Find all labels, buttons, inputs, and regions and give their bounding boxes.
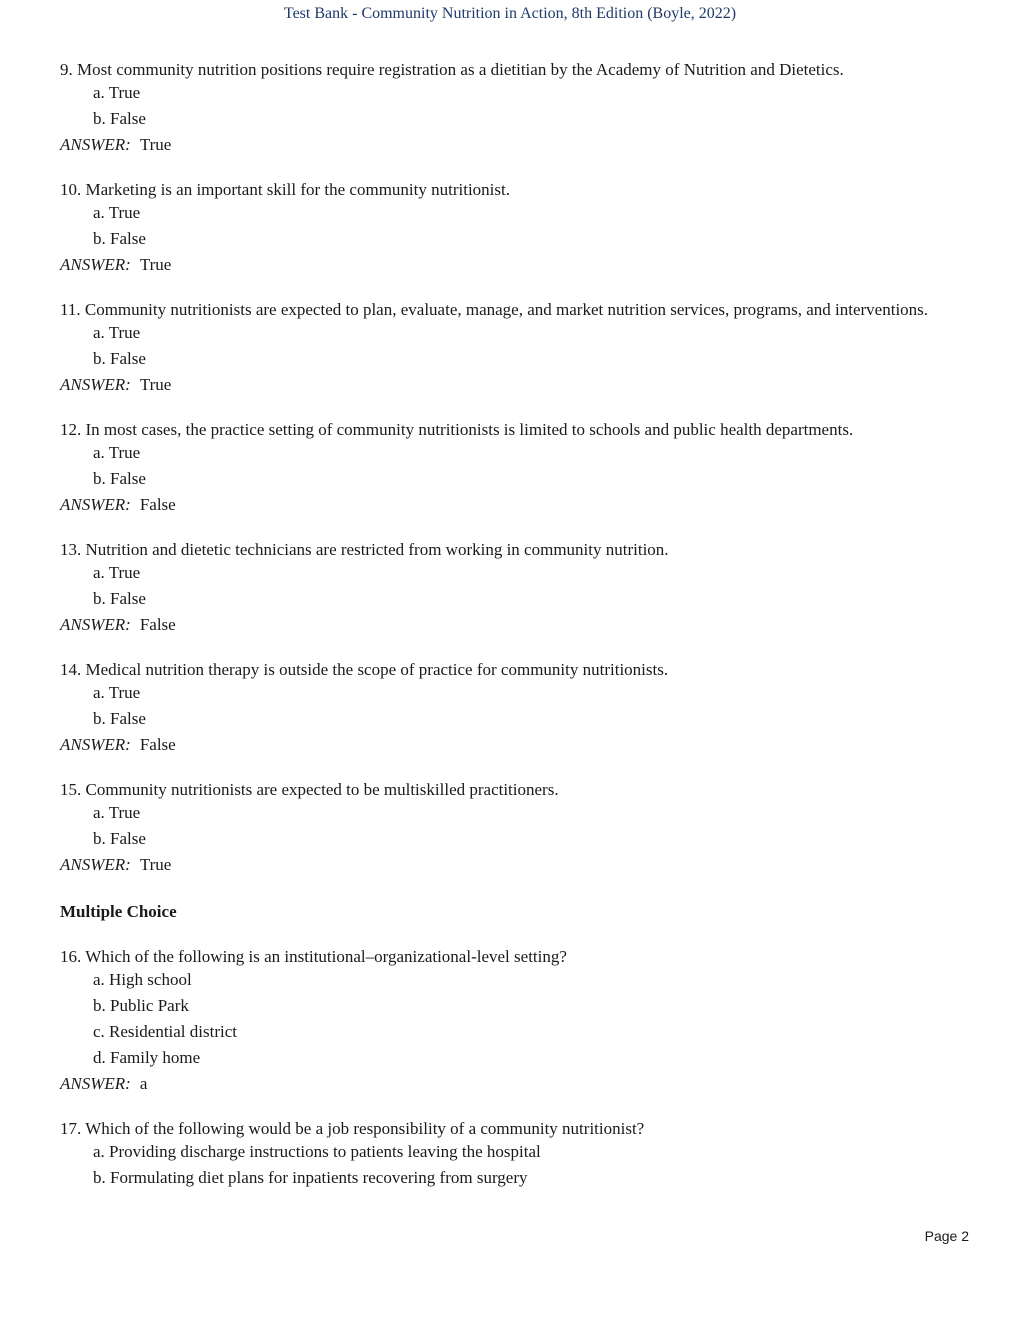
option-a: a. True xyxy=(93,563,141,582)
answer-line xyxy=(60,492,940,518)
question-stem: 13. Nutrition and dietetic technicians are restricted from working in community nutrition. xyxy=(60,540,669,559)
question-13 xyxy=(60,539,940,638)
option-b: b. False xyxy=(93,469,146,488)
page-header: Test Bank - Community Nutrition in Action, 8th Edition (Boyle, 2022) xyxy=(283,5,737,22)
question-14 xyxy=(60,659,940,758)
answer-line xyxy=(60,1071,940,1097)
answer-value: False xyxy=(139,615,176,634)
document-body xyxy=(60,59,940,1212)
section-heading-multiple-choice: Multiple Choice xyxy=(60,902,177,921)
option-a: a. True xyxy=(93,443,141,462)
answer-line xyxy=(60,132,940,158)
question-stem: 9. Most community nutrition positions require registration as a dietitian by the Academy of Nutrition and Dietetics. xyxy=(60,60,844,79)
answer-label: ANSWER: xyxy=(60,735,131,754)
question-stem: 15. Community nutritionists are expected to be multiskilled practitioners. xyxy=(60,780,559,799)
answer-value: True xyxy=(139,375,172,394)
option-a: a. True xyxy=(93,83,141,102)
option-b: b. False xyxy=(93,229,146,248)
answer-label: ANSWER: xyxy=(60,1074,131,1093)
question-11 xyxy=(60,299,940,398)
answer-value: False xyxy=(139,495,176,514)
option-b: b. False xyxy=(93,829,146,848)
option-a: a. High school xyxy=(93,970,192,989)
answer-line xyxy=(60,252,940,278)
question-12 xyxy=(60,419,940,518)
answer-value: a xyxy=(139,1074,148,1093)
answer-value: True xyxy=(139,855,172,874)
option-a: a. True xyxy=(93,203,141,222)
option-d: d. Family home xyxy=(93,1048,201,1067)
answer-label: ANSWER: xyxy=(60,375,131,394)
option-b: b. Formulating diet plans for inpatients recovering from surgery xyxy=(93,1168,528,1187)
answer-label: ANSWER: xyxy=(60,135,131,154)
answer-line xyxy=(60,612,940,638)
option-a: a. True xyxy=(93,323,141,342)
option-b: b. False xyxy=(93,349,146,368)
option-c: c. Residential district xyxy=(93,1022,237,1041)
answer-line xyxy=(60,732,940,758)
answer-value: True xyxy=(139,255,172,274)
question-stem: 16. Which of the following is an institutional–organizational-level setting? xyxy=(60,947,567,966)
question-stem: 17. Which of the following would be a job responsibility of a community nutritionist? xyxy=(60,1119,645,1138)
page-number: Page 2 xyxy=(924,1228,969,1244)
answer-label: ANSWER: xyxy=(60,495,131,514)
question-9 xyxy=(60,59,940,158)
answer-label: ANSWER: xyxy=(60,855,131,874)
question-stem: 12. In most cases, the practice setting of community nutritionists is limited to schools and public health departments. xyxy=(60,420,854,439)
question-10 xyxy=(60,179,940,278)
question-stem: 10. Marketing is an important skill for the community nutritionist. xyxy=(60,180,510,199)
answer-line xyxy=(60,852,940,878)
option-b: b. False xyxy=(93,109,146,128)
answer-label: ANSWER: xyxy=(60,615,131,634)
question-stem: 11. Community nutritionists are expected to plan, evaluate, manage, and market nutrition services, programs, and interventions. xyxy=(60,300,929,319)
option-a: a. True xyxy=(93,683,141,702)
question-16 xyxy=(60,946,940,1097)
answer-label: ANSWER: xyxy=(60,255,131,274)
answer-value: True xyxy=(139,135,172,154)
option-a: a. Providing discharge instructions to patients leaving the hospital xyxy=(93,1142,541,1161)
option-b: b. False xyxy=(93,709,146,728)
option-a: a. True xyxy=(93,803,141,822)
option-b: b. False xyxy=(93,589,146,608)
question-17 xyxy=(60,1118,940,1191)
question-15 xyxy=(60,779,940,878)
answer-line xyxy=(60,372,940,398)
option-b: b. Public Park xyxy=(93,996,189,1015)
answer-value: False xyxy=(139,735,176,754)
question-stem: 14. Medical nutrition therapy is outside the scope of practice for community nutritionists. xyxy=(60,660,669,679)
